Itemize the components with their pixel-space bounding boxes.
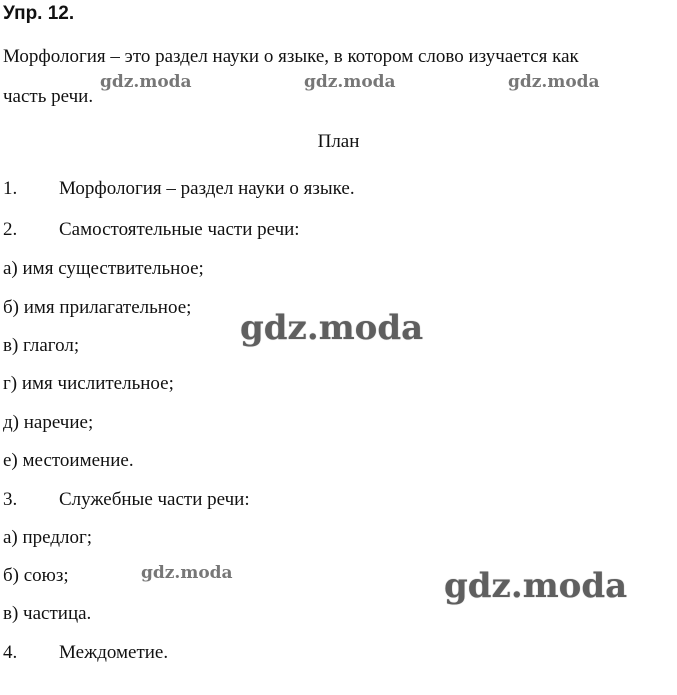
sub-item-noun: а) имя существительное; (3, 258, 204, 279)
plan-item-number: 4. (3, 642, 18, 663)
plan-item-3 (3, 489, 250, 511)
plan-item-2 (3, 219, 300, 241)
intro-line-1: Морфология – это раздел науки о языке, в котором слово изучается как (3, 46, 579, 67)
sub-item-adverb: д) наречие; (3, 412, 94, 433)
plan-item-number: 3. (3, 489, 18, 510)
plan-item-text: Служебные части речи: (59, 489, 250, 510)
sub-item-adjective: б) имя прилагательное; (3, 297, 192, 318)
sub-item-numeral: г) имя числительное; (3, 373, 174, 394)
plan-item-text: Самостоятельные части речи: (59, 219, 300, 240)
plan-item-4 (3, 642, 168, 664)
plan-item-text: Междометие. (59, 642, 169, 663)
watermark-small-2: gdz.moda (304, 72, 396, 92)
sub-item-particle: в) частица. (3, 603, 92, 624)
plan-item-number: 1. (3, 178, 18, 199)
watermark-small-1: gdz.moda (100, 72, 192, 92)
sub-item-verb: в) глагол; (3, 335, 80, 356)
sub-item-preposition: а) предлог; (3, 527, 93, 548)
plan-item-1 (3, 178, 355, 200)
plan-title: План (317, 131, 360, 152)
watermark-small-4: gdz.moda (141, 563, 233, 583)
plan-item-text: Морфология – раздел науки о языке. (59, 178, 355, 199)
exercise-heading: Упр. 12. (3, 3, 75, 24)
watermark-small-3: gdz.moda (508, 72, 600, 92)
watermark-large-2: gdz.moda (444, 566, 628, 606)
sub-item-conjunction: б) союз; (3, 565, 69, 586)
plan-item-number: 2. (3, 219, 18, 240)
sub-item-pronoun: е) местоимение. (3, 450, 134, 471)
intro-line-2: часть речи. (3, 86, 94, 107)
watermark-large-1: gdz.moda (240, 308, 424, 348)
